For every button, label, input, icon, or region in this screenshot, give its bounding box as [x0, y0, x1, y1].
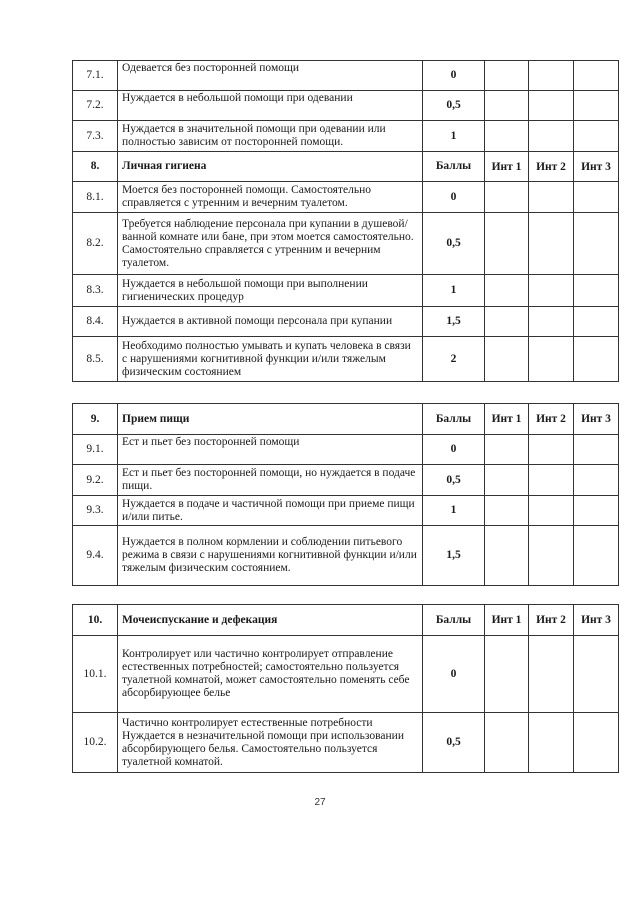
- int1-cell[interactable]: [485, 526, 529, 586]
- row-points: 0: [423, 435, 485, 465]
- section-header-row: [73, 152, 619, 182]
- table-row: [73, 465, 619, 496]
- table-row: [73, 526, 619, 586]
- row-number: 8.5.: [73, 337, 118, 382]
- int2-cell[interactable]: [529, 526, 574, 586]
- int3-cell[interactable]: [574, 465, 619, 496]
- row-description: Частично контролирует естественные потребности Нуждается в незначительной помощи при использовании абсорбирующего белья. Самостоятельно пользуется туалетной комнатой.: [118, 713, 423, 773]
- table-row: [73, 435, 619, 465]
- row-points: 1: [423, 121, 485, 152]
- int2-cell[interactable]: [529, 713, 574, 773]
- row-description: Нуждается в небольшой помощи при выполнении гигиенических процедур: [118, 275, 423, 307]
- table-row: [73, 182, 619, 213]
- row-number: 7.1.: [73, 61, 118, 91]
- table-section-9: [72, 403, 619, 586]
- int2-header: Инт 2: [529, 605, 574, 636]
- int1-cell[interactable]: [485, 91, 529, 121]
- row-points: 0,5: [423, 91, 485, 121]
- int2-cell[interactable]: [529, 496, 574, 526]
- int1-cell[interactable]: [485, 213, 529, 275]
- int1-cell[interactable]: [485, 636, 529, 713]
- int3-cell[interactable]: [574, 91, 619, 121]
- int2-cell[interactable]: [529, 636, 574, 713]
- row-points: 1: [423, 275, 485, 307]
- section-number: 9.: [73, 404, 118, 435]
- row-description: Требуется наблюдение персонала при купании в душевой/ванной комнате или бане, при этом моется самостоятельно. Самостоятельно справляется с утренним и вечерним туалетом.: [118, 213, 423, 275]
- table-row: [73, 713, 619, 773]
- int1-cell[interactable]: [485, 713, 529, 773]
- int1-cell[interactable]: [485, 337, 529, 382]
- row-points: 1,5: [423, 307, 485, 337]
- int1-cell[interactable]: [485, 61, 529, 91]
- table-row: [73, 307, 619, 337]
- int3-cell[interactable]: [574, 275, 619, 307]
- row-number: 7.3.: [73, 121, 118, 152]
- section-title: Мочеиспускание и дефекация: [118, 605, 423, 636]
- table-row: [73, 91, 619, 121]
- int2-cell[interactable]: [529, 182, 574, 213]
- int2-cell[interactable]: [529, 275, 574, 307]
- int1-cell[interactable]: [485, 182, 529, 213]
- table-row: [73, 121, 619, 152]
- int2-cell[interactable]: [529, 307, 574, 337]
- table-row: [73, 61, 619, 91]
- int1-cell[interactable]: [485, 435, 529, 465]
- int1-cell[interactable]: [485, 275, 529, 307]
- row-points: 1: [423, 496, 485, 526]
- section-title: Прием пищи: [118, 404, 423, 435]
- int3-cell[interactable]: [574, 182, 619, 213]
- row-description: Нуждается в подаче и частичной помощи при приеме пищи и/или питье.: [118, 496, 423, 526]
- row-description: Нуждается в активной помощи персонала при купании: [118, 307, 423, 337]
- table-row: [73, 496, 619, 526]
- points-header: Баллы: [423, 605, 485, 636]
- row-description: Нуждается в значительной помощи при одевании или полностью зависим от посторонней помощи.: [118, 121, 423, 152]
- int2-header: Инт 2: [529, 404, 574, 435]
- row-description: Ест и пьет без посторонней помощи: [118, 435, 423, 465]
- row-number: 7.2.: [73, 91, 118, 121]
- row-number: 8.1.: [73, 182, 118, 213]
- row-points: 2: [423, 337, 485, 382]
- points-header: Баллы: [423, 404, 485, 435]
- int2-cell[interactable]: [529, 91, 574, 121]
- int2-cell[interactable]: [529, 465, 574, 496]
- row-number: 8.3.: [73, 275, 118, 307]
- int3-cell[interactable]: [574, 435, 619, 465]
- row-points: 0,5: [423, 713, 485, 773]
- int3-header: Инт 3: [574, 152, 619, 182]
- int3-cell[interactable]: [574, 337, 619, 382]
- section-header-row: [73, 404, 619, 435]
- table-section-7: [72, 60, 619, 382]
- int1-cell[interactable]: [485, 465, 529, 496]
- int1-cell[interactable]: [485, 496, 529, 526]
- row-points: 0: [423, 61, 485, 91]
- row-number: 9.1.: [73, 435, 118, 465]
- row-description: Нуждается в небольшой помощи при одевании: [118, 91, 423, 121]
- int3-header: Инт 3: [574, 605, 619, 636]
- row-number: 8.4.: [73, 307, 118, 337]
- row-points: 0,5: [423, 465, 485, 496]
- int2-cell[interactable]: [529, 121, 574, 152]
- row-number: 9.4.: [73, 526, 118, 586]
- section-number: 10.: [73, 605, 118, 636]
- int3-cell[interactable]: [574, 61, 619, 91]
- row-number: 9.2.: [73, 465, 118, 496]
- int1-cell[interactable]: [485, 121, 529, 152]
- row-description: Одевается без посторонней помощи: [118, 61, 423, 91]
- row-description: Ест и пьет без посторонней помощи, но нуждается в подаче пищи.: [118, 465, 423, 496]
- int3-header: Инт 3: [574, 404, 619, 435]
- int3-cell[interactable]: [574, 636, 619, 713]
- int2-cell[interactable]: [529, 213, 574, 275]
- int3-cell[interactable]: [574, 213, 619, 275]
- table-row: [73, 213, 619, 275]
- int3-cell[interactable]: [574, 307, 619, 337]
- section-title: Личная гигиена: [118, 152, 423, 182]
- row-points: 1,5: [423, 526, 485, 586]
- int3-cell[interactable]: [574, 713, 619, 773]
- row-description: Моется без посторонней помощи. Самостоятельно справляется с утренним и вечерним туалетом.: [118, 182, 423, 213]
- row-number: 10.1.: [73, 636, 118, 713]
- int3-cell[interactable]: [574, 526, 619, 586]
- row-description: Необходимо полностью умывать и купать человека в связи с нарушениями когнитивной функции и/или тяжелым физическим состоянием: [118, 337, 423, 382]
- int1-header: Инт 1: [485, 152, 529, 182]
- row-description: Нуждается в полном кормлении и соблюдении питьевого режима в связи с нарушениями когнитивной функции и/или тяжелым физическим состоянием.: [118, 526, 423, 586]
- table-row: [73, 337, 619, 382]
- table-section-10: [72, 604, 619, 773]
- int3-cell[interactable]: [574, 496, 619, 526]
- int3-cell[interactable]: [574, 121, 619, 152]
- int1-cell[interactable]: [485, 307, 529, 337]
- page-number: 27: [314, 797, 326, 808]
- int2-header: Инт 2: [529, 152, 574, 182]
- int2-cell[interactable]: [529, 337, 574, 382]
- row-description: Контролирует или частично контролирует отправление естественных потребностей; самостоятельно пользуется туалетной комнатой, может самостоятельно поменять себе абсорбирующее белье: [118, 636, 423, 713]
- table-row: [73, 636, 619, 713]
- int1-header: Инт 1: [485, 605, 529, 636]
- section-header-row: [73, 605, 619, 636]
- int2-cell[interactable]: [529, 61, 574, 91]
- row-points: 0: [423, 182, 485, 213]
- row-number: 9.3.: [73, 496, 118, 526]
- row-points: 0,5: [423, 213, 485, 275]
- table-row: [73, 275, 619, 307]
- row-number: 10.2.: [73, 713, 118, 773]
- points-header: Баллы: [423, 152, 485, 182]
- int2-cell[interactable]: [529, 435, 574, 465]
- row-number: 8.2.: [73, 213, 118, 275]
- section-number: 8.: [73, 152, 118, 182]
- row-points: 0: [423, 636, 485, 713]
- int1-header: Инт 1: [485, 404, 529, 435]
